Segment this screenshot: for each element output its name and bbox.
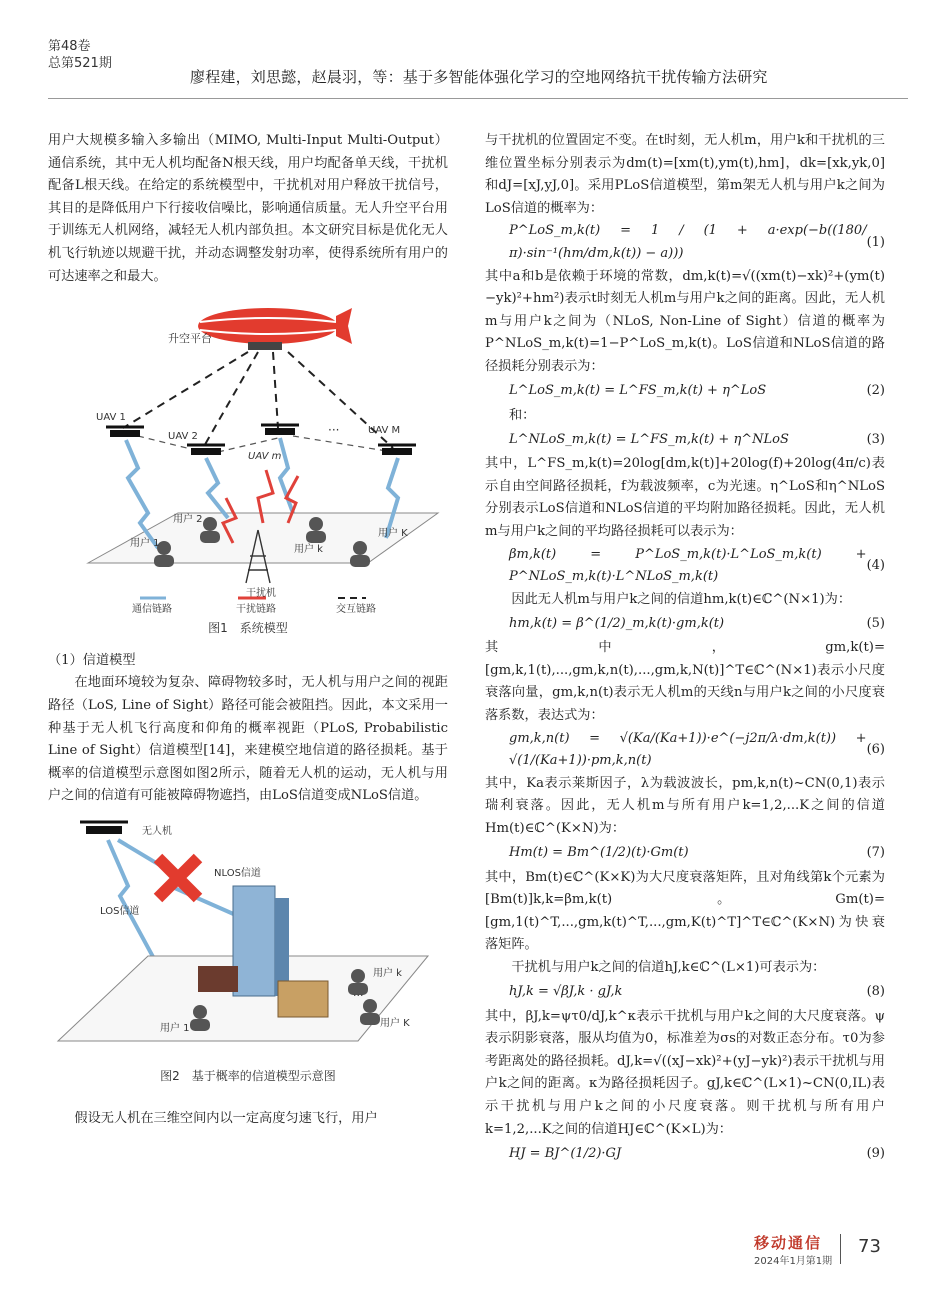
equation-6-number: (6) [866,741,885,757]
equation-2 [485,379,885,405]
equation-1-number: (1) [866,234,885,250]
user-2-label: 用户 2 [173,514,203,526]
footer-divider [840,1234,841,1264]
equation-2-number: (2) [866,383,885,399]
skyscraper-icon [233,886,289,996]
equation-9-body: HJ = BJ^(1/2)·GJ [509,1145,622,1161]
section-heading-channel-model: （1）信道模型 [48,652,136,668]
right-column [485,130,885,1167]
blocked-cross-icon [158,858,198,898]
equation-9 [485,1141,885,1167]
uav-ellipsis: ··· [328,423,340,438]
figure-2-caption: 图2 基于概率的信道模型示意图 [160,1068,336,1083]
equation-3-number: (3) [866,431,885,447]
plos-model-diagram [48,816,448,1061]
fig2-user-ellipsis: ··· [353,988,364,1002]
uav-M-icon [378,445,416,455]
legend-inter-label: 交互链路 [336,604,376,614]
system-model-diagram [48,298,448,613]
journal-issue: 2024年1月第1期 [754,1256,833,1267]
equation-9-number: (9) [866,1145,885,1161]
equation-7-body: Hm(t) = Bm^(1/2)(t)·Gm(t) [509,845,689,861]
uav-m-icon [261,425,299,435]
legend-comm-label: 通信链路 [132,604,172,614]
interaction-links [123,352,393,448]
figure-2-plos-model [48,816,448,1061]
equation-2-body: L^LoS_m,k(t) = L^FS_m,k(t) + η^LoS [509,383,767,399]
equation-1-body: P^LoS_m,k(t) = 1 / (1 + a·exp(−b((180/π)·sin⁻¹(hm/dm,k(t)) − a))) [509,223,867,261]
small-scale-paragraph: 其中，gm,k(t)=[gm,k,1(t),...,gm,k,n(t),...,gm,k,N(t)]^T∈ℂ^(N×1)表示小尺度衰落向量，gm,k,n(t)表示无人机m的天线n与用户k之间的小尺度衰落系数，表达式为： [485,640,885,724]
matrix-paragraph: 其中，Bm(t)∈ℂ^(K×K)为大尺度衰落矩阵，且对角线第k个元素为[Bm(t)]k,k=βm,k(t)。Gm(t)=[gm,1(t)^T,...,gm,k(t)^T,...,gm,K(t)^T]^T∈ℂ^(K×N)为快衰落矩阵。 [485,869,885,953]
equation-5-number: (5) [866,615,885,631]
volume-label: 第48卷 [48,39,91,54]
nlos-label: NLOS信道 [214,867,261,879]
position-paragraph: 与干扰机的位置固定不变。在t时刻，无人机m，用户k和干扰机的三维位置坐标分别表示为dm(t)=[xm(t),ym(t),hm]，dk=[xk,yk,0]和dJ=[xJ,yJ,0]。采用PLoS信道模型，第m架无人机与用户k之间为LoS信道的概率为： [485,133,885,216]
user-k-label: 用户 k [294,544,323,556]
freespace-paragraph: 其中，L^FS_m,k(t)=20log[dm,k(t)]+20log(f)+20log(4π/c)表示自由空间路径损耗，f为载波频率，c为光速。η^LoS和η^NLoS分别表示LoS信道和NLoS信道的平均附加路径损耗。因此，无人机m与用户k之间的平均路径损耗可以表示为： [485,456,885,539]
running-header-volume [48,38,112,72]
assumption-paragraph: 假设无人机在三维空间内以一定高度匀速飞行，用户 [74,1110,378,1126]
platform-label: 升空平台 [168,332,212,346]
rician-paragraph: 其中，Ka表示莱斯因子，λ为载波波长，pm,k,n(t)~CN(0,1)表示瑞利衰落。因此，无人机m与所有用户k=1,2,...K之间的信道Hm(t)∈ℂ^(K×N)为： [485,775,885,837]
uav-1-icon [106,427,144,437]
fig2-user-1-label: 用户 1 [160,1022,190,1034]
page-number: 73 [858,1236,881,1257]
los-label: LOS信道 [100,905,140,917]
legend-jam-label: 干扰链路 [236,604,276,614]
equation-5 [485,611,885,637]
channel-vector-paragraph: 因此无人机m与用户k之间的信道hm,k(t)∈ℂ^(N×1)为： [511,591,852,607]
shadowing-paragraph: 其中，βJ,k=ψτ0/dJ,k^κ表示干扰机与用户k之间的大尺度衰落。ψ表示阴影衰落，服从均值为0，标准差为σs的对数正态分布。τ0为参考距离处的路径损耗。dJ,k=√((xJ−xk)²+(yJ−yk)²)表示干扰机与用户k之间的距离。κ为路径损耗因子。gJ,k∈ℂ^(L×1)~CN(0,IL)表示干扰机与用户k之间的小尺度衰落。则干扰机与所有用户k=1,2,...K之间的信道HJ∈ℂ^(K×L)为： [485,1008,885,1137]
equation-3 [485,427,885,453]
fig2-user-K-label: 用户 K [380,1017,410,1029]
journal-logo: 移动通信 [754,1234,823,1252]
issue-total-label: 总第521期 [48,56,112,71]
channel-model-paragraph: 在地面环境较为复杂、障碍物较多时，无人机与用户之间的视距路径（LoS, Line of Sight）路径可能会被阻挡。因此，本文采用一种基于无人机飞行高度和仰角的概率视距（PLoS, Probabilistic Line of Sight）信道模型[14]，来建模空地信道的路径损耗。基于概率的信道模型示意图如图2所示，随着无人机的运动，无人机与用户之间的信道有可能被障碍物遮挡，由LoS信道变成NLoS信道。 [48,675,448,804]
equation-6 [485,728,885,773]
jammer-label: 干扰机 [246,588,276,600]
uav-label: 无人机 [142,825,172,837]
equation-7 [485,841,885,867]
intro-paragraph: 用户大规模多输入多输出（MIMO, Multi-Input Multi-Output）通信系统，其中无人机均配备N根天线，用户均配备单天线，干扰机配备L根天线。在给定的系统模型中，干扰机对用户释放干扰信号，其目的是降低用户下行接收信噪比，影响通信质量。无人升空平台用于训练无人机网络，减轻无人机内部负担。本文研究目标是优化无人机飞行轨迹以规避干扰，并动态调整发射功率，使得系统所有用户的可达速率之和最大。 [48,133,448,284]
equation-4-body: βm,k(t) = P^LoS_m,k(t)·L^LoS_m,k(t) + P^NLoS_m,k(t)·L^NLoS_m,k(t) [509,546,867,585]
figure-1-caption: 图1 系统模型 [208,621,288,636]
figure-1-system-model [48,298,448,613]
platform-blimp-icon [198,308,352,350]
equation-8-number: (8) [866,984,885,1000]
uav-2-icon [187,445,225,455]
header-divider [48,98,908,99]
fig2-user-k-label: 用户 k [373,967,402,979]
uav-icon [80,822,128,834]
uav-1-label: UAV 1 [96,412,126,424]
distance-paragraph: 其中a和b是依赖于环境的常数，dm,k(t)=√((xm(t)−xk)²+(ym(t)−yk)²+hm²)表示t时刻无人机m与用户k之间的距离。因此，无人机m与用户k之间为（NLoS, Non-Line of Sight）信道的概率为P^NLoS_m,k(t)=1−P^LoS_m,k(t)。LoS信道和NLoS信道的路径损耗分别表示为： [485,268,885,374]
equation-8-body: hJ,k = √βJ,k · gJ,k [509,984,623,1000]
equation-4 [485,544,885,589]
equation-8 [485,980,885,1006]
uav-2-label: UAV 2 [168,431,198,443]
equation-6-body: gm,k,n(t) = √(Ka/(Ka+1))·e^(−j2π/λ·dm,k(t)) + √(1/(Ka+1))·pm,k,n(t) [509,730,867,769]
equation-5-body: hm,k(t) = β^(1/2)_m,k(t)·gm,k(t) [509,615,725,631]
left-column [48,130,448,1130]
running-header-title: 廖程建，刘思懿，赵晨羽，等：基于多智能体强化学习的空地网络抗干扰传输方法研究 [190,68,768,86]
equation-4-number: (4) [866,557,885,573]
equation-1 [485,220,885,265]
user-K-label: 用户 K [378,528,408,540]
uav-m-label: UAV m [248,451,282,463]
uav-M-label: UAV M [368,425,401,437]
equation-7-number: (7) [866,845,885,861]
and-connector: 和： [509,407,536,423]
jammer-channel-paragraph: 干扰机与用户k之间的信道hJ,k∈ℂ^(L×1)可表示为： [511,960,826,975]
equation-3-body: L^NLoS_m,k(t) = L^FS_m,k(t) + η^NLoS [509,431,789,447]
user-1-label: 用户 1 [130,538,160,550]
